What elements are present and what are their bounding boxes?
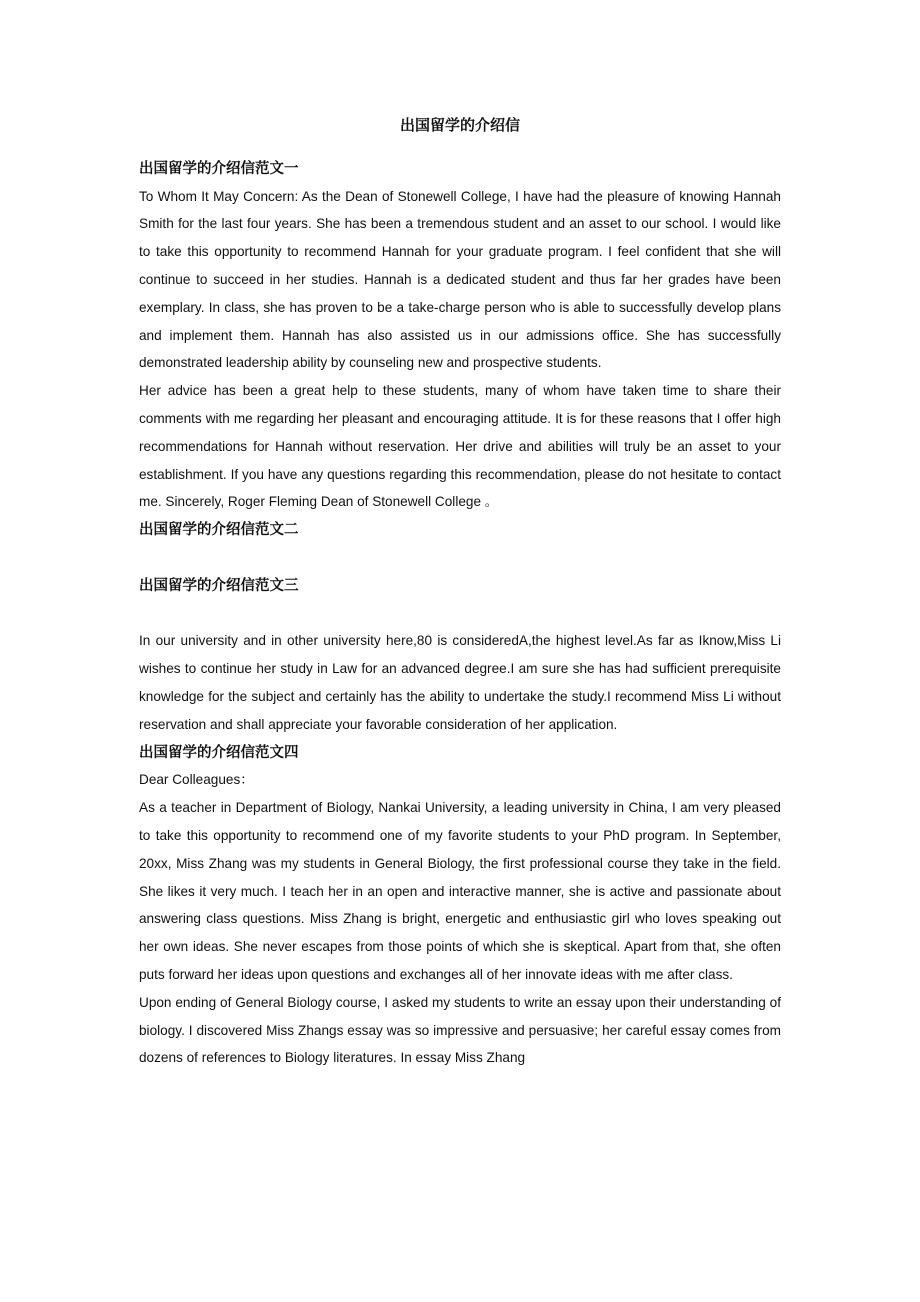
blank-line <box>139 544 781 572</box>
section-heading-2: 出国留学的介绍信范文二 <box>139 521 299 539</box>
section-heading-4: 出国留学的介绍信范文四 <box>139 743 299 761</box>
section-heading-3: 出国留学的介绍信范文三 <box>139 576 299 594</box>
body-paragraph: Her advice has been a great help to these students, many of whom have taken time to share their comments with me regarding her pleasant and encouraging attitude. It is for these reasons that I offer high recommendations for Hannah without reservation. Her drive and abilities will truly be an asset to your establishment. If you have any questions regarding this recommendation, please do not hesitate to contact me. Sincerely, Roger Fleming Dean of Stonewell College 。 <box>139 383 781 510</box>
section-heading-1: 出国留学的介绍信范文一 <box>139 159 299 177</box>
document-title: 出国留学的介绍信 <box>399 116 520 134</box>
letter-salutation: Dear Colleagues： <box>139 772 254 788</box>
blank-line <box>139 600 781 628</box>
document-body <box>139 112 781 1072</box>
body-paragraph: As a teacher in Department of Biology, Nankai University, a leading university in China, I am very pleased to take this opportunity to recommend one of my favorite students to your PhD program. In September, 20xx, Miss Zhang was my students in General Biology, the first professional course they take in the field. She likes it very much. I teach her in an open and interactive manner, she is active and passionate about answering class questions. Miss Zhang is bright, energetic and enthusiastic girl who loves speaking out her own ideas. She never escapes from those points of which she is skeptical. Apart from that, she often puts forward her ideas upon questions and exchanges all of her innovate ideas with me after class. <box>139 800 781 982</box>
body-paragraph: To Whom It May Concern: As the Dean of Stonewell College, I have had the pleasure of knowing Hannah Smith for the last four years. She has been a tremendous student and an asset to our school. I would like to take this opportunity to recommend Hannah for your graduate program. I feel confident that she will continue to succeed in her studies. Hannah is a dedicated student and thus far her grades have been exemplary. In class, she has proven to be a take-charge person who is able to successfully develop plans and implement them. Hannah has also assisted us in our admissions office. She has successfully demonstrated leadership ability by counseling new and prospective students. <box>139 188 781 371</box>
body-paragraph: In our university and in other university here,80 is consideredA,the highest level.As far as Iknow,Miss Li wishes to continue her study in Law for an advanced degree.I am sure she has had sufficient prerequisite knowledge for the subject and certainly has the ability to undertake the study.I recommend Miss Li without reservation and shall appreciate your favorable consideration of her application. <box>139 633 781 732</box>
body-paragraph: Upon ending of General Biology course, I asked my students to write an essay upon their understanding of biology. I discovered Miss Zhangs essay was so impressive and persuasive; her careful essay comes from dozens of references to Biology literatures. In essay Miss Zhang <box>139 994 781 1066</box>
